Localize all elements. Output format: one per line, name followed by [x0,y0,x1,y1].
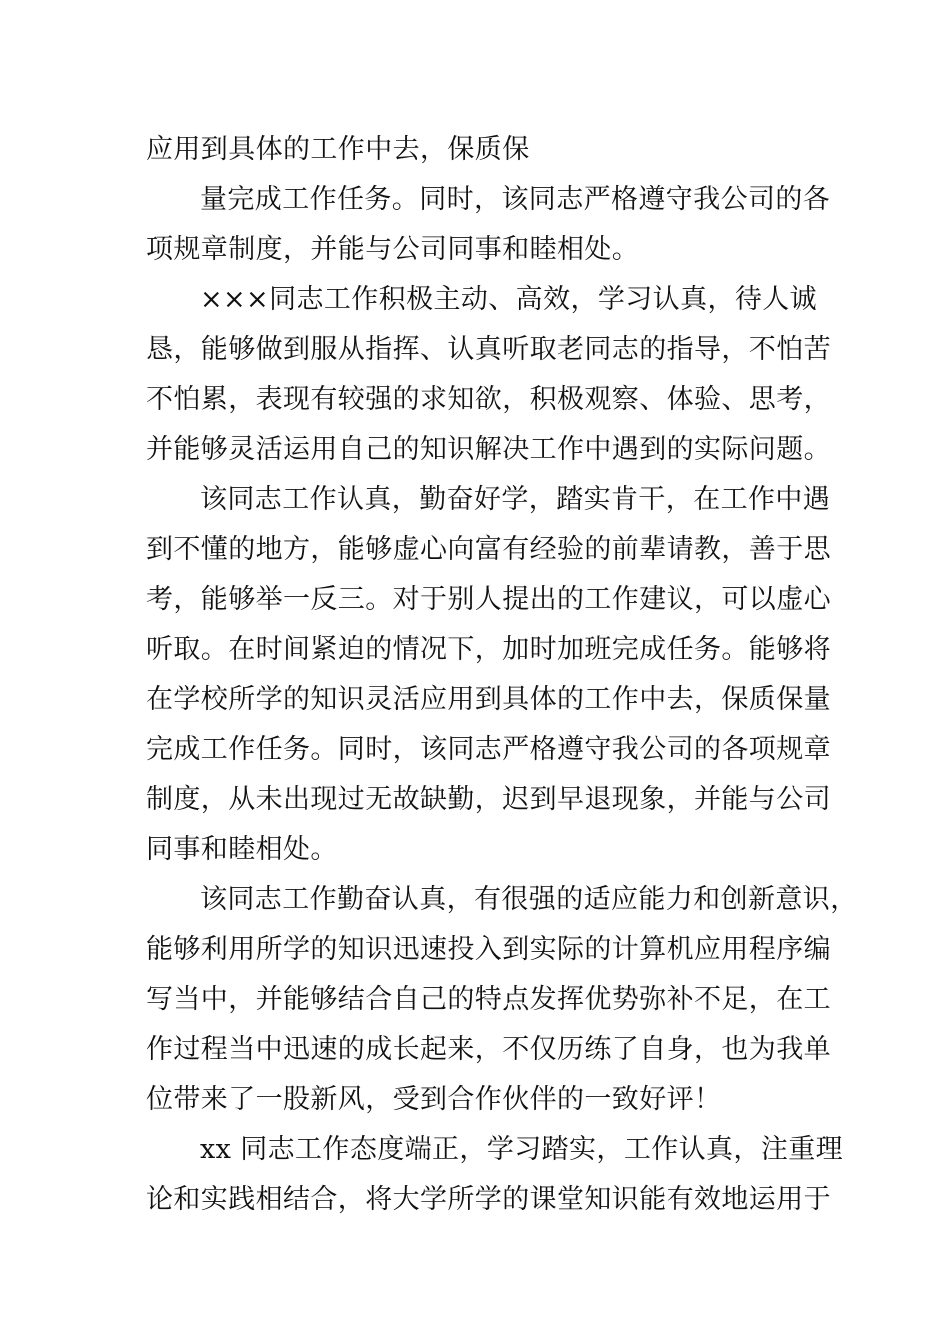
text-line: 能够利用所学的知识迅速投入到实际的计算机应用程序编 [146,934,831,965]
text-line: 恳，能够做到服从指挥、认真听取老同志的指导，不怕苦 [146,334,831,365]
text-line: 同事和睦相处。 [146,834,338,865]
text-line: 作过程当中迅速的成长起来，不仅历练了自身，也为我单 [146,1034,831,1065]
text-line: 完成工作任务。同时，该同志严格遵守我公司的各项规章 [146,734,831,765]
text-line: 项规章制度，并能与公司同事和睦相处。 [146,234,640,265]
text-line: 考，能够举一反三。对于别人提出的工作建议，可以虚心 [146,584,831,615]
text-line: 听取。在时间紧迫的情况下，加时加班完成任务。能够将 [146,634,831,665]
text-line: 量完成工作任务。同时，该同志严格遵守我公司的各 [200,184,831,215]
text-line: 在学校所学的知识灵活应用到具体的工作中去，保质保量 [146,684,831,715]
text-line: xx 同志工作态度端正，学习踏实，工作认真，注重理 [200,1134,844,1165]
text-line: 不怕累，表现有较强的求知欲，积极观察、体验、思考， [146,384,831,415]
text-line: 应用到具体的工作中去，保质保 [146,134,530,165]
text-line: 写当中，并能够结合自己的特点发挥优势弥补不足，在工 [146,984,831,1015]
text-line: 到不懂的地方，能够虚心向富有经验的前辈请教，善于思 [146,534,831,565]
text-line: 制度，从未出现过无故缺勤，迟到早退现象，并能与公司 [146,784,831,815]
text-line: 并能够灵活运用自己的知识解决工作中遇到的实际问题。 [146,434,831,465]
text-line: ×××同志工作积极主动、高效，学习认真，待人诚 [200,284,818,315]
text-line: 该同志工作认真，勤奋好学，踏实肯干，在工作中遇 [200,484,831,515]
text-line: 该同志工作勤奋认真，有很强的适应能力和创新意识， [200,884,858,915]
text-line: 论和实践相结合，将大学所学的课堂知识能有效地运用于 [146,1184,831,1215]
text-line: 位带来了一股新风，受到合作伙伴的一致好评！ [146,1084,722,1115]
